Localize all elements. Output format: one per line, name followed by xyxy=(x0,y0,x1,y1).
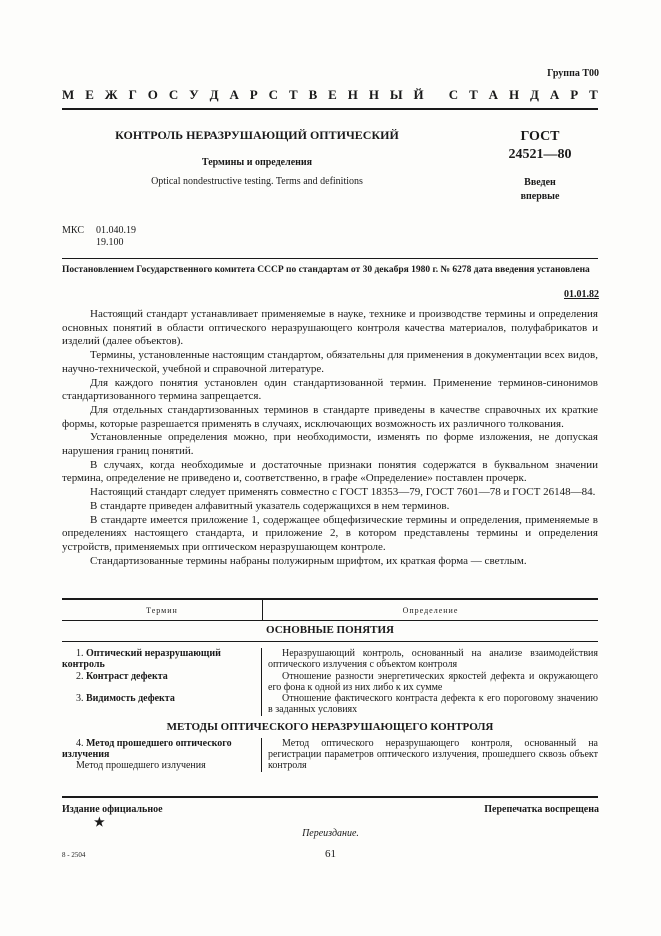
header-letter: Й xyxy=(413,87,424,102)
document-title: КОНТРОЛЬ НЕРАЗРУШАЮЩИЙ ОПТИЧЕСКИЙ xyxy=(115,128,399,142)
header-letter: Ж xyxy=(104,87,118,102)
footer-rule xyxy=(62,796,598,798)
term-short-form: Метод прошедшего излучения xyxy=(76,760,206,772)
header-term: Термин xyxy=(62,600,263,620)
term-name: Контраст дефекта xyxy=(86,670,168,682)
term-cell xyxy=(62,693,262,716)
table-row xyxy=(62,671,598,694)
mks-code-2: 19.100 xyxy=(96,237,124,248)
paragraph: Термины, установленные настоящим стандартом, обязательны для применения в документации всех видов, научно-технической, учебной и справочной литературе. xyxy=(62,349,598,375)
mks-code-1: 01.040.19 xyxy=(96,225,136,236)
paragraph: Для отдельных стандартизованных терминов в стандарте приведены в качестве справочных их краткие формы, которые разрешается применять в случаях, исключающих возможность их различного толкования. xyxy=(62,403,598,430)
header-letter: С xyxy=(168,87,179,102)
section-methods: МЕТОДЫ ОПТИЧЕСКОГО НЕРАЗРУШАЮЩЕГО КОНТРОЛЯ xyxy=(166,720,494,733)
terms-table xyxy=(62,598,598,772)
definition-cell: Метод оптического неразрушающего контроля, основанный на регистрации параметров оптического излучения, прошедшего сквозь объект контроля xyxy=(268,737,598,772)
paragraph: Для каждого понятия установлен один стандартизованной термин. Применение терминов-синонимов стандартизованного термина запрещается. xyxy=(62,376,598,403)
paragraph: В стандарте приведен алфавитный указатель содержащихся в нем терминов. xyxy=(90,499,450,512)
term-number: 3. xyxy=(76,693,84,705)
header-letter: Н xyxy=(347,87,358,102)
header-letter xyxy=(435,87,438,103)
header-letter: В xyxy=(308,87,318,102)
definition-cell: Отношение разности энергетических яркостей дефекта и окружающего его фона к одной из них либо к их сумме xyxy=(268,670,598,693)
document-subtitle: Термины и определения xyxy=(201,157,313,168)
reissue-note: Переиздание. xyxy=(302,828,359,839)
header-letter: Г xyxy=(128,87,137,102)
definition-cell: Отношение фактического контраста дефекта к его пороговому значению в заданных условиях xyxy=(268,693,598,716)
official-edition: Издание официальное xyxy=(62,804,163,815)
table-row xyxy=(62,648,598,671)
paragraph: Настоящий стандарт устанавливает применяемые в науке, технике и производстве термины и определения основных понятий в области оптического неразрушающего контроля качества материалов, полуфабрикатов и изделий (далее объектов). xyxy=(62,308,598,348)
header-letter: Н xyxy=(368,87,379,102)
header-letter: О xyxy=(147,87,158,102)
term-number: 1. xyxy=(76,648,84,659)
header-letter: А xyxy=(549,87,560,102)
header-letter: Д xyxy=(209,87,219,102)
gost-number xyxy=(480,128,600,164)
header-letter: А xyxy=(488,87,499,102)
decree-text: Постановлением Государственного комитета СССР по стандартам от 30 декабря 1980 г. № 6278 дата введения установлена xyxy=(62,265,590,275)
header-letter: Т xyxy=(469,87,478,102)
header-letter: Д xyxy=(530,87,539,102)
term-name: Видимость дефекта xyxy=(86,693,175,705)
section-basic-concepts: ОСНОВНЫЕ ПОНЯТИЯ xyxy=(62,621,598,642)
header-letter: С xyxy=(448,87,459,102)
header-letter: Е xyxy=(328,87,337,102)
paragraph: В случаях, когда необходимые и достаточные признаки понятия содержатся в буквальном значении термина, определение не приведено и, соответственно, в графе «Определение» поставлен прочерк. xyxy=(62,458,598,485)
header-letter: У xyxy=(189,87,199,102)
term-cell xyxy=(62,648,262,671)
mks-codes xyxy=(96,225,136,249)
paragraph: В стандарте имеется приложение 1, содержащее общефизические термины и определения, применяемые в определениях настоящего стандарта, и приложение 2, в котором представлены термины и определения устройств, применяемых при оптическом неразрушающем контроле. xyxy=(62,513,598,553)
table-row xyxy=(62,738,598,772)
print-code: 8 - 2504 xyxy=(62,851,86,859)
table-header xyxy=(62,598,598,621)
gost-code: 24521—80 xyxy=(508,147,572,162)
term-number: 2. xyxy=(76,670,84,682)
classification-group: Группа Т00 xyxy=(547,68,599,79)
header-letter: Ы xyxy=(389,87,403,102)
header-letter: Р xyxy=(570,87,579,102)
page-number: 61 xyxy=(325,848,336,860)
introduced-note xyxy=(480,176,600,204)
introduction-date: 01.01.82 xyxy=(564,289,599,300)
english-title: Optical nondestructive testing. Terms and definitions xyxy=(151,176,363,187)
header-letter: Р xyxy=(249,87,258,102)
introduced-line1: Введен xyxy=(524,177,556,188)
term-name: Метод прошедшего оптического излучения xyxy=(62,737,232,761)
paragraph: Настоящий стандарт следует применять совместно с ГОСТ 18353—79, ГОСТ 7601—78 и ГОСТ 26148—84. xyxy=(90,486,596,499)
term-cell xyxy=(62,738,262,772)
header-letter: М xyxy=(62,87,75,102)
table-row xyxy=(62,693,598,716)
header-letter: С xyxy=(268,87,279,102)
header-letter: Т xyxy=(288,87,298,102)
term-name: Оптический неразрушающий контроль xyxy=(62,648,221,671)
term-number: 4. xyxy=(76,737,84,749)
interstate-standard-header xyxy=(62,87,598,103)
header-definition: Определение xyxy=(402,605,459,615)
reprint-prohibited: Перепечатка воспрещена xyxy=(484,804,599,815)
paragraph: Стандартизованные термины набраны полужирным шрифтом, их краткая форма — светлым. xyxy=(90,554,527,567)
introduction-text xyxy=(62,308,598,568)
decree-rule xyxy=(62,258,598,259)
header-rule xyxy=(62,108,598,110)
header-letter: А xyxy=(229,87,239,102)
mks-label: МКС xyxy=(62,225,84,236)
header-letter: Н xyxy=(508,87,520,102)
header-letter: Е xyxy=(85,87,94,102)
header-letter: Т xyxy=(589,87,598,102)
gost-label: ГОСТ xyxy=(520,129,560,144)
term-cell xyxy=(62,671,262,694)
paragraph: Установленные определения можно, при необходимости, изменять по форме изложения, не допуская нарушения границ понятий. xyxy=(62,431,598,458)
definition-cell: Неразрушающий контроль, основанный на анализе взаимодействия оптического излучения с объектом контроля xyxy=(268,648,598,671)
star-icon: ★ xyxy=(94,815,105,829)
introduced-line2: впервые xyxy=(520,191,560,202)
